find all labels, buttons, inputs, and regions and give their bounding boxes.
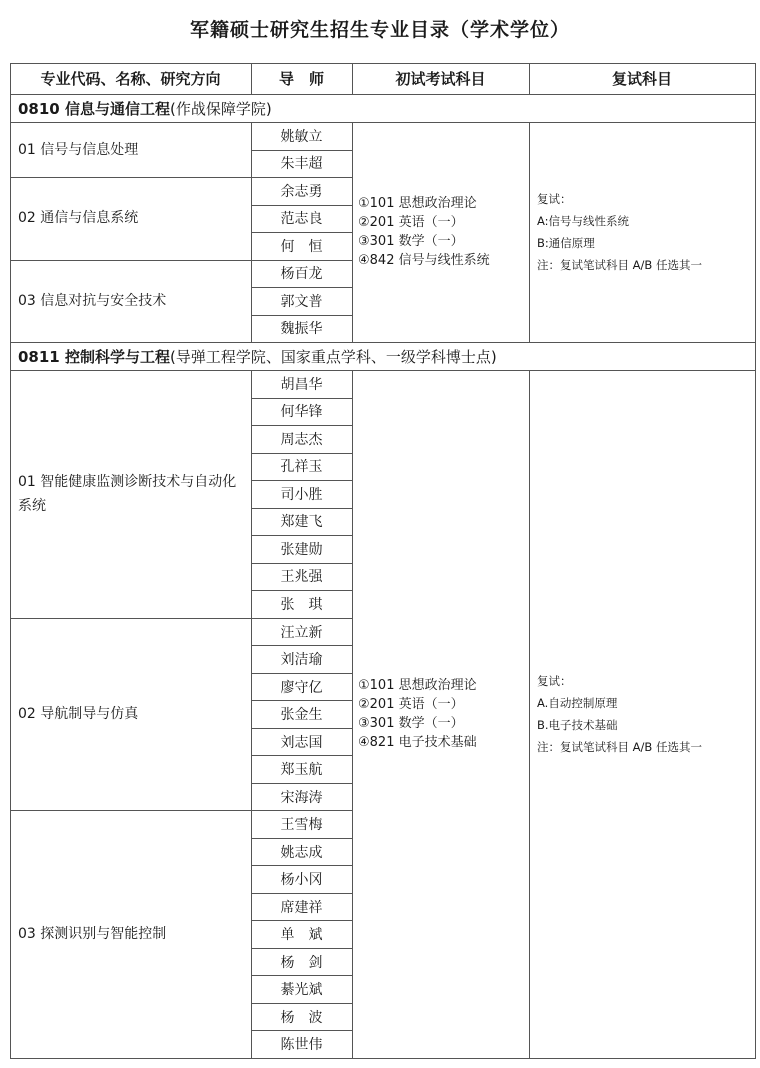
- exam-subjects-line: ①101 思想政治理论: [358, 196, 477, 212]
- advisor-name: 綦光斌: [280, 982, 323, 999]
- advisor-name: 胡昌华: [280, 376, 323, 393]
- advisor-name: 席建祥: [280, 899, 323, 916]
- table-rule: [251, 948, 352, 949]
- advisor-name: 姚敏立: [280, 128, 323, 145]
- header-retest: 复试科目: [611, 70, 672, 88]
- exam-subjects: [352, 370, 529, 1058]
- table-rule: [251, 755, 352, 756]
- table-rule: [251, 645, 352, 646]
- retest-subjects: [529, 370, 755, 1058]
- advisor-name: 王兆强: [280, 569, 323, 586]
- advisor-name: 魏振华: [280, 321, 323, 338]
- exam-subjects-line: ③301 数学（一）: [358, 234, 464, 250]
- advisor-name: 姚志成: [280, 844, 323, 861]
- advisor-name: 孔祥玉: [280, 459, 323, 476]
- table-rule: [251, 1003, 352, 1004]
- advisor-name: 张建勋: [280, 541, 323, 558]
- advisor-name: 宋海涛: [280, 789, 323, 806]
- retest-subjects-line: 注：复试笔试科目 A/B 任选其一: [537, 258, 702, 273]
- advisor-name: 张 琪: [280, 596, 323, 613]
- section-heading: [10, 342, 755, 370]
- document-title: 军籍硕士研究生招生专业目录（学术学位）: [189, 19, 570, 41]
- advisor-name: 杨小冈: [280, 872, 323, 889]
- advisor-name: 王雪梅: [280, 817, 323, 834]
- table-rule: [352, 122, 353, 342]
- table-rule: [251, 838, 352, 839]
- advisor-name: 余志勇: [280, 183, 323, 200]
- table-rule: [251, 893, 352, 894]
- table-rule: [251, 398, 352, 399]
- table-rule: [251, 287, 352, 288]
- advisor-name: 汪立新: [280, 624, 323, 641]
- retest-subjects-line: A:信号与线性系统: [537, 214, 630, 229]
- retest-subjects: [529, 122, 755, 342]
- table-rule: [251, 975, 352, 976]
- table-rule: [251, 315, 352, 316]
- advisor-name: 何 恒: [280, 238, 323, 255]
- advisor-name: 郭文普: [280, 293, 323, 310]
- section-note: (作战保障学院): [169, 99, 272, 118]
- advisor-name: 杨 剑: [280, 954, 323, 971]
- subject-name: 03 探测识别与智能控制: [18, 926, 167, 943]
- retest-subjects-line: A.自动控制原理: [537, 696, 618, 711]
- subject-name: 03 信息对抗与安全技术: [18, 292, 167, 309]
- advisor-name: 周志杰: [280, 431, 323, 448]
- table-rule: [251, 63, 252, 94]
- table-rule: [251, 700, 352, 701]
- table-rule: [251, 425, 352, 426]
- table-rule: [251, 508, 352, 509]
- table-rule: [251, 480, 352, 481]
- table-rule: [251, 1030, 352, 1031]
- table-rule: [251, 783, 352, 784]
- retest-subjects-line: 复试：: [537, 674, 572, 689]
- table-rule: [529, 370, 530, 1058]
- advisor-name: 张金生: [280, 707, 323, 724]
- exam-subjects-line: ②201 英语（一）: [358, 215, 464, 231]
- exam-subjects-line: ④842 信号与线性系统: [358, 253, 490, 269]
- table-rule: [251, 920, 352, 921]
- advisor-name: 杨百龙: [280, 266, 323, 283]
- advisor-name: 单 斌: [280, 927, 323, 944]
- advisor-name: 刘洁瑜: [280, 652, 323, 669]
- advisor-name: 何华锋: [280, 404, 323, 421]
- table-rule: [251, 370, 252, 1058]
- advisor-name: 范志良: [280, 211, 323, 228]
- table-rule: [251, 865, 352, 866]
- advisor-name: 郑建飞: [280, 514, 323, 531]
- section-code-name: 0810 信息与通信工程: [18, 99, 170, 118]
- subject-name: 02 导航制导与仿真: [18, 706, 139, 723]
- section-code-name: 0811 控制科学与工程: [18, 347, 170, 366]
- table-rule: [529, 63, 530, 94]
- advisor-name: 廖守亿: [280, 679, 323, 696]
- table-rule: [529, 122, 530, 342]
- subject-name: 02 通信与信息系统: [18, 210, 139, 227]
- table-rule: [251, 563, 352, 564]
- exam-subjects-line: ①101 思想政治理论: [358, 678, 477, 694]
- subject-name: 01 信号与信息处理: [18, 141, 139, 158]
- retest-subjects-line: 复试：: [537, 192, 572, 207]
- table-rule: [251, 205, 352, 206]
- advisor-name: 朱丰超: [280, 156, 323, 173]
- table-rule: [251, 590, 352, 591]
- advisor-name: 司小胜: [280, 486, 323, 503]
- advisor-name: 刘志国: [280, 734, 323, 751]
- exam-subjects-line: ④821 电子技术基础: [358, 735, 477, 751]
- table-rule: [352, 370, 353, 1058]
- table-rule: [251, 453, 352, 454]
- header-advisor: 导 师: [278, 70, 324, 88]
- section-heading: [10, 94, 755, 122]
- advisor-name: 郑玉航: [280, 762, 323, 779]
- advisor-name: 陈世伟: [280, 1037, 323, 1054]
- table-rule: [251, 535, 352, 536]
- exam-subjects-line: ②201 英语（一）: [358, 697, 464, 713]
- section-note: (导弹工程学院、国家重点学科、一级学科博士点): [169, 347, 497, 366]
- exam-subjects-line: ③301 数学（一）: [358, 716, 464, 732]
- table-rule: [251, 122, 252, 342]
- retest-subjects-line: 注：复试笔试科目 A/B 任选其一: [537, 740, 702, 755]
- header-exam: 初试考试科目: [395, 70, 486, 88]
- header-major: 专业代码、名称、研究方向: [40, 70, 221, 88]
- table-rule: [10, 1058, 755, 1059]
- advisor-name: 杨 波: [280, 1009, 323, 1026]
- table-rule: [251, 673, 352, 674]
- table-rule: [251, 232, 352, 233]
- exam-subjects: [352, 122, 529, 342]
- table-rule: [755, 63, 756, 1059]
- table-rule: [352, 63, 353, 94]
- table-rule: [251, 728, 352, 729]
- table-rule: [251, 150, 352, 151]
- table-rule: [10, 63, 755, 64]
- subject-name: 01 智能健康监测诊断技术与自动化系统: [18, 473, 237, 514]
- retest-subjects-line: B:通信原理: [537, 236, 595, 251]
- retest-subjects-line: B.电子技术基础: [537, 718, 618, 733]
